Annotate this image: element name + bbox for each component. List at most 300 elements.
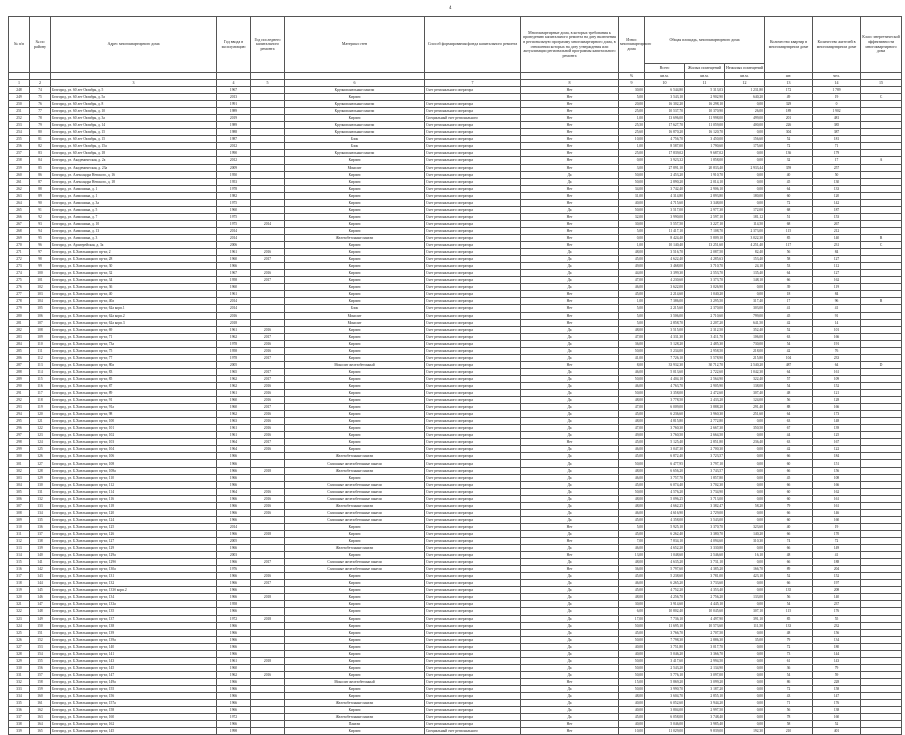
row-year-overhaul: 2017: [251, 368, 285, 375]
row-wear: 50,00: [619, 664, 645, 671]
row-year-overhaul: [251, 199, 285, 206]
row-fund-method: Счет регионального оператора: [425, 87, 521, 94]
row-fund-method: Счет регионального оператора: [425, 390, 521, 397]
row-year-overhaul: 2016: [251, 418, 285, 425]
row-fund-method: Счет регионального оператора: [425, 608, 521, 615]
row-fund-method: Счет регионального оператора: [425, 474, 521, 481]
row-class: [861, 178, 902, 185]
row-area-total: 7 834,10: [645, 538, 685, 545]
row-wall-material: Кирпич: [285, 594, 425, 601]
row-wear: 32,00: [619, 213, 645, 220]
row-wear: 47,00: [619, 425, 645, 432]
row-residents: 385: [813, 122, 861, 129]
row-area-residential: 2 722,60: [685, 368, 725, 375]
row-fund-method: Счет регионального оператора: [425, 298, 521, 305]
row-class: [861, 333, 902, 340]
row-fund-method: Счет регионального оператора: [425, 523, 521, 530]
row-num-district: 78: [30, 115, 51, 122]
table-row: [9, 171, 902, 178]
table-row: [9, 87, 902, 94]
row-fund-method: Счет регионального оператора: [425, 594, 521, 601]
row-wall-material: Кирпич: [285, 382, 425, 389]
row-area-total: 4 756,70: [645, 136, 685, 143]
row-residents: 19: [813, 94, 861, 101]
row-wall-material: Кирпич: [285, 178, 425, 185]
row-class: [861, 700, 902, 707]
row-area-residential: 3 733,60: [685, 580, 725, 587]
table-row: [9, 601, 902, 608]
row-wear: 50,00: [619, 460, 645, 467]
row-area-nonresidential: 0,00: [725, 721, 765, 728]
row-wear: 50,00: [619, 206, 645, 213]
row-year-overhaul: [251, 650, 285, 657]
row-class: [861, 397, 902, 404]
table-row: [9, 284, 902, 291]
row-fund-method: Счет регионального оператора: [425, 347, 521, 354]
row-recognized-unsafe: Да: [521, 206, 619, 213]
row-year-overhaul: [251, 136, 285, 143]
row-year-built: 1987: [217, 136, 251, 143]
row-area-total: 4 715,60: [645, 199, 685, 206]
row-area-residential: 2 729,00: [685, 509, 725, 516]
row-wall-material: Кирпич: [285, 411, 425, 418]
row-year-overhaul: [251, 481, 285, 488]
row-area-nonresidential: 82,40: [725, 249, 765, 256]
row-num-district: 135: [30, 516, 51, 523]
row-class: [861, 256, 902, 263]
row-apartments: 42: [765, 347, 813, 354]
header-recognized-unsafe: Многоквартирные дома, в которых требования к проведению капитального ремонта на дату включения в региональную программу многоквартирного дома, в отношении которых на дату утверждения или актуализации региональной программы капитального ремонта: [521, 17, 619, 73]
row-class: [861, 707, 902, 714]
row-wear: 25,00: [619, 108, 645, 115]
table-row: [9, 185, 902, 192]
table-row: [9, 129, 902, 136]
row-area-nonresidential: 111,50: [725, 622, 765, 629]
row-area-nonresidential: 133,00: [725, 594, 765, 601]
row-residents: 84: [813, 291, 861, 298]
row-area-residential: 2 553,70: [685, 270, 725, 277]
row-wall-material: Кирпич: [285, 397, 425, 404]
row-num-district: 125: [30, 446, 51, 453]
row-year-built: 1975: [217, 199, 251, 206]
row-area-residential: 9 839,00: [685, 728, 725, 735]
row-residents: 153: [813, 213, 861, 220]
row-num: 271: [9, 249, 30, 256]
row-num: 266: [9, 213, 30, 220]
row-address: Белгород, ул. Б.Хмельницкого пр-кт, 145: [51, 664, 217, 671]
row-area-total: 6 009,00: [645, 404, 685, 411]
row-year-built: 1989: [217, 122, 251, 129]
row-year-built: 1966: [217, 580, 251, 587]
row-area-nonresidential: 350,50: [725, 425, 765, 432]
row-wall-material: Кирпич: [285, 227, 425, 234]
row-recognized-unsafe: Нет: [521, 566, 619, 573]
row-address: Белгород, ул. Б.Хмельницкого пр-кт, 89: [51, 390, 217, 397]
row-address: Белгород, ул. 60 лет Октября, д. 5а: [51, 94, 217, 101]
row-area-nonresidential: 3 022,30: [725, 234, 765, 241]
row-area-total: 11 029,00: [645, 728, 685, 735]
row-address: Белгород, ул. Александра Невского, д. 18: [51, 178, 217, 185]
row-wear: 1,00: [619, 115, 645, 122]
row-wear: 50,00: [619, 685, 645, 692]
row-area-residential: 2 472,60: [685, 390, 725, 397]
row-residents: 109: [813, 375, 861, 382]
row-area-residential: 3 373,70: [685, 277, 725, 284]
row-address: Белгород, ул. Б.Хмельницкого пр-кт, 104: [51, 446, 217, 453]
row-area-residential: 2 664,50: [685, 432, 725, 439]
row-area-residential: 5 809,10: [685, 234, 725, 241]
row-recognized-unsafe: Да: [521, 594, 619, 601]
row-num: 316: [9, 566, 30, 573]
row-num-district: 143: [30, 573, 51, 580]
row-wear: 0,00: [619, 234, 645, 241]
row-class: [861, 340, 902, 347]
row-class: [861, 87, 902, 94]
row-address: Белгород, ул. Архиерейская, д. 3а: [51, 242, 217, 249]
row-residents: 96: [813, 298, 861, 305]
row-recognized-unsafe: Нет: [521, 678, 619, 685]
row-num-district: 96: [30, 242, 51, 249]
row-num: 296: [9, 425, 30, 432]
row-apartments: 304: [765, 129, 813, 136]
row-fund-method: Счет регионального оператора: [425, 685, 521, 692]
row-year-overhaul: [251, 545, 285, 552]
row-class: [861, 502, 902, 509]
row-num: 291: [9, 390, 30, 397]
row-year-built: 2019: [217, 115, 251, 122]
row-address: Белгород, ул. Академическая, д. 2а: [51, 157, 217, 164]
row-wall-material: Кирпич: [285, 728, 425, 735]
row-num-district: 138: [30, 538, 51, 545]
row-year-built: 1966: [217, 685, 251, 692]
row-class: [861, 538, 902, 545]
row-wear: 10,00: [619, 728, 645, 735]
row-num: 272: [9, 256, 30, 263]
row-area-total: 16 302,20: [645, 101, 685, 108]
row-apartments: 88: [765, 404, 813, 411]
row-fund-method: Счет регионального оператора: [425, 227, 521, 234]
row-area-nonresidential: 640,20: [725, 94, 765, 101]
row-recognized-unsafe: Нет: [521, 439, 619, 446]
row-residents: 119: [813, 284, 861, 291]
row-apartments: 45: [765, 178, 813, 185]
row-apartments: 133: [765, 622, 813, 629]
row-area-total: 4 752,20: [645, 587, 685, 594]
row-address: Белгород, ул. Б.Хмельницкого пр-кт, 100: [51, 418, 217, 425]
row-class: [861, 115, 902, 122]
row-address: Белгород, ул. Б.Хмельницкого пр-кт, 30: [51, 263, 217, 270]
row-year-overhaul: [251, 629, 285, 636]
row-area-nonresidential: 0,00: [725, 474, 765, 481]
row-fund-method: Счет регионального оператора: [425, 566, 521, 573]
row-class: [861, 446, 902, 453]
row-recognized-unsafe: Нет: [521, 234, 619, 241]
row-address: Белгород, ул. 60 лет Октября, д. 15а: [51, 143, 217, 150]
row-fund-method: Счет регионального оператора: [425, 700, 521, 707]
row-apartments: 487: [765, 361, 813, 368]
row-recognized-unsafe: Нет: [521, 129, 619, 136]
row-num: 307: [9, 502, 30, 509]
row-area-total: 3 804,00: [645, 707, 685, 714]
row-area-residential: 3 748,40: [685, 714, 725, 721]
row-area-nonresidential: 0,00: [725, 171, 765, 178]
row-residents: 148: [813, 418, 861, 425]
row-year-overhaul: 2016: [251, 488, 285, 495]
row-year-built: 1962: [217, 375, 251, 382]
row-recognized-unsafe: Да: [521, 700, 619, 707]
row-class: [861, 573, 902, 580]
table-row: [9, 587, 902, 594]
row-year-overhaul: 2014: [251, 220, 285, 227]
row-area-nonresidential: 1 231,80: [725, 87, 765, 94]
row-recognized-unsafe: Нет: [521, 242, 619, 249]
row-area-nonresidential: 175,60: [725, 143, 765, 150]
table-row: [9, 439, 902, 446]
row-wall-material: Монолит: [285, 319, 425, 326]
row-num: 284: [9, 340, 30, 347]
row-wear: 20,00: [619, 101, 645, 108]
row-apartments: 17: [765, 298, 813, 305]
row-address: Белгород, ул. Б.Хмельницкого пр-кт, 108а: [51, 467, 217, 474]
row-class: [861, 171, 902, 178]
row-wear: 46,00: [619, 580, 645, 587]
row-class: [861, 566, 902, 573]
row-fund-method: Счет регионального оператора: [425, 319, 521, 326]
table-row: [9, 340, 902, 347]
table-row: [9, 418, 902, 425]
row-residents: 140: [813, 234, 861, 241]
row-area-nonresidential: 180,00: [725, 192, 765, 199]
row-num: 280: [9, 312, 30, 319]
row-num: 253: [9, 122, 30, 129]
row-recognized-unsafe: Да: [521, 333, 619, 340]
row-area-nonresidential: 58,20: [725, 502, 765, 509]
row-recognized-unsafe: Да: [521, 714, 619, 721]
row-area-nonresidential: 0,00: [725, 129, 765, 136]
row-residents: 191: [813, 340, 861, 347]
row-address: Белгород, ул. Б.Хмельницкого пр-кт, 139а: [51, 636, 217, 643]
row-area-nonresidential: 1 042,30: [725, 368, 765, 375]
row-wear: 50,00: [619, 657, 645, 664]
row-fund-method: Счет регионального оператора: [425, 509, 521, 516]
row-area-total: 5 096,25: [645, 495, 685, 502]
row-area-residential: 3 295,50: [685, 298, 725, 305]
row-num-district: 86: [30, 171, 51, 178]
row-class: [861, 594, 902, 601]
row-area-nonresidential: 166,70: [725, 566, 765, 573]
row-recognized-unsafe: Да: [521, 368, 619, 375]
row-residents: 149: [813, 545, 861, 552]
row-num: 326: [9, 636, 30, 643]
col-number: 8: [521, 80, 619, 87]
table-row: [9, 347, 902, 354]
row-area-nonresidential: 24,10: [725, 263, 765, 270]
row-wall-material: Кирпич: [285, 333, 425, 340]
row-wall-material: Кирпич: [285, 418, 425, 425]
row-address: Белгород, ул. Б.Хмельницкого пр-кт, 110: [51, 474, 217, 481]
row-residents: 401: [813, 728, 861, 735]
row-apartments: 73: [765, 650, 813, 657]
row-recognized-unsafe: Нет: [521, 164, 619, 171]
row-class: [861, 347, 902, 354]
row-area-nonresidential: 0,00: [725, 178, 765, 185]
row-residents: 181: [813, 136, 861, 143]
row-recognized-unsafe: Да: [521, 643, 619, 650]
row-apartments: 54: [765, 340, 813, 347]
row-area-residential: 2 893,80: [685, 192, 725, 199]
row-apartments: 67: [765, 425, 813, 432]
row-num-district: 91: [30, 206, 51, 213]
row-num-district: 111: [30, 347, 51, 354]
row-year-overhaul: 2016: [251, 411, 285, 418]
row-year-overhaul: [251, 664, 285, 671]
row-wear: 36,00: [619, 566, 645, 573]
row-wear: 45,00: [619, 291, 645, 298]
row-address: Белгород, ул. Б.Хмельницкого пр-кт, 114: [51, 488, 217, 495]
row-residents: 204: [813, 566, 861, 573]
row-apartments: 72: [765, 685, 813, 692]
row-address: Белгород, ул. Б.Хмельницкого пр-кт, 125: [51, 523, 217, 530]
row-year-overhaul: [251, 566, 285, 573]
row-num-district: 80: [30, 129, 51, 136]
row-wear: 50,00: [619, 636, 645, 643]
row-area-residential: 5 578,90: [685, 354, 725, 361]
row-wear: 47,00: [619, 404, 645, 411]
row-num: 261: [9, 178, 30, 185]
row-fund-method: [425, 94, 521, 101]
row-class: [861, 671, 902, 678]
row-recognized-unsafe: Нет: [521, 523, 619, 530]
row-num-district: 105: [30, 305, 51, 312]
row-area-total: 10 140,40: [645, 242, 685, 249]
row-residents: 79: [813, 664, 861, 671]
table-row: [9, 319, 902, 326]
row-residents: 134: [813, 636, 861, 643]
row-num-district: 84: [30, 157, 51, 164]
row-class: [861, 678, 902, 685]
row-num-district: 123: [30, 432, 51, 439]
row-num-district: 131: [30, 488, 51, 495]
row-wear: 47,00: [619, 277, 645, 284]
row-num-district: 107: [30, 319, 51, 326]
row-wear: 5,00: [619, 523, 645, 530]
col-number: 5: [251, 80, 285, 87]
row-wear: 25,50: [619, 122, 645, 129]
row-area-total: 3 622,00: [645, 284, 685, 291]
row-recognized-unsafe: Нет: [521, 199, 619, 206]
row-residents: 237: [813, 601, 861, 608]
table-row: [9, 270, 902, 277]
row-num-district: 104: [30, 298, 51, 305]
row-fund-method: Счет регионального оператора: [425, 707, 521, 714]
row-apartments: 32: [765, 157, 813, 164]
row-area-nonresidential: 251,60: [725, 411, 765, 418]
row-address: Белгород, ул. Б.Хмельницкого пр-кт, 127: [51, 538, 217, 545]
row-residents: 71: [813, 143, 861, 150]
row-fund-method: Счет регионального оператора: [425, 185, 521, 192]
table-row: [9, 678, 902, 685]
row-wear: 46,00: [619, 474, 645, 481]
row-recognized-unsafe: Да: [521, 474, 619, 481]
row-area-residential: 3 017,70: [685, 643, 725, 650]
row-num-district: 88: [30, 185, 51, 192]
row-class: [861, 601, 902, 608]
row-area-total: 27 891,10: [645, 164, 685, 171]
table-row: [9, 615, 902, 622]
row-wall-material: Кирпич: [285, 622, 425, 629]
row-year-overhaul: 2017: [251, 559, 285, 566]
row-wall-material: Кирпич: [285, 340, 425, 347]
row-wear: 49,00: [619, 432, 645, 439]
header-num: № п/п: [9, 17, 30, 73]
row-area-nonresidential: 138,00: [725, 382, 765, 389]
row-class: [861, 418, 902, 425]
row-fund-method: Счет регионального оператора: [425, 143, 521, 150]
row-wear: 48,00: [619, 502, 645, 509]
row-area-nonresidential: 0,00: [725, 657, 765, 664]
row-address: Белгород, ул. Б.Хмельницкого пр-кт, 133б корп.2: [51, 587, 217, 594]
row-wear: 44,00: [619, 270, 645, 277]
row-recognized-unsafe: Да: [521, 263, 619, 270]
row-recognized-unsafe: Да: [521, 636, 619, 643]
row-address: Белгород, ул. Аммошина, д. 5: [51, 206, 217, 213]
row-year-built: 1966: [217, 622, 251, 629]
row-apartments: 66: [765, 509, 813, 516]
row-year-built: 1967: [217, 270, 251, 277]
row-num-district: 129: [30, 474, 51, 481]
row-recognized-unsafe: Да: [521, 432, 619, 439]
table-row: [9, 305, 902, 312]
row-fund-method: Счет регионального оператора: [425, 502, 521, 509]
row-recognized-unsafe: Да: [521, 545, 619, 552]
row-year-overhaul: [251, 291, 285, 298]
row-area-nonresidential: 0,00: [725, 685, 765, 692]
row-year-overhaul: [251, 460, 285, 467]
col-number: 3: [51, 80, 217, 87]
row-apartments: 72: [765, 143, 813, 150]
row-year-overhaul: [251, 101, 285, 108]
row-year-overhaul: [251, 538, 285, 545]
row-year-overhaul: 2017: [251, 256, 285, 263]
row-fund-method: Счет регионального оператора: [425, 650, 521, 657]
row-class: [861, 643, 902, 650]
row-area-total: 2 214,60: [645, 291, 685, 298]
row-area-nonresidential: 0,00: [725, 664, 765, 671]
row-fund-method: Счет регионального оператора: [425, 206, 521, 213]
row-year-built: 1966: [217, 707, 251, 714]
row-area-nonresidential: 391,10: [725, 615, 765, 622]
row-num: 287: [9, 361, 30, 368]
row-fund-method: Счет регионального оператора: [425, 636, 521, 643]
row-area-total: 5 797,60: [645, 566, 685, 573]
table-row: [9, 206, 902, 213]
row-wall-material: Блок: [285, 136, 425, 143]
table-body: [9, 87, 902, 735]
row-recognized-unsafe: Нет: [521, 298, 619, 305]
row-area-residential: 3 187,20: [685, 685, 725, 692]
row-wall-material: Кирпич: [285, 199, 425, 206]
row-num: 313: [9, 545, 30, 552]
row-recognized-unsafe: Да: [521, 277, 619, 284]
row-wall-material: Кирпич: [285, 432, 425, 439]
row-num: 339: [9, 728, 30, 735]
row-num-district: 103: [30, 291, 51, 298]
row-class: [861, 439, 902, 446]
row-apartments: 54: [765, 382, 813, 389]
row-apartments: 78: [765, 714, 813, 721]
row-area-residential: 2 772,80: [685, 418, 725, 425]
row-area-nonresidential: 124,00: [725, 397, 765, 404]
